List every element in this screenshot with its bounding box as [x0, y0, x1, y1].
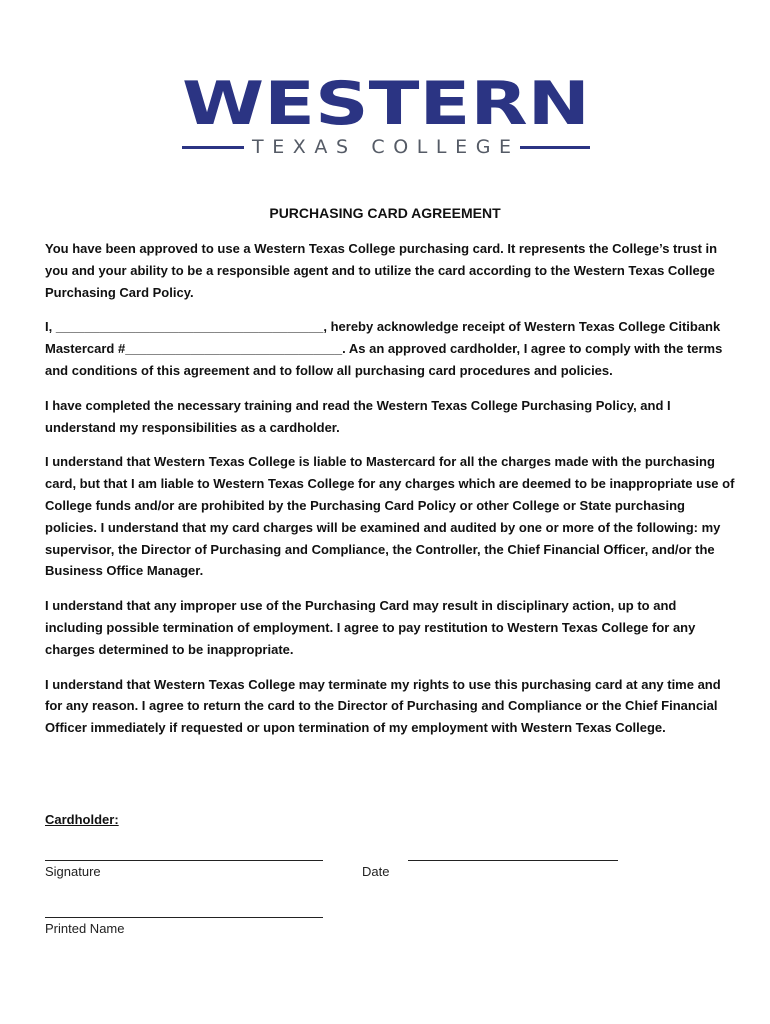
logo-wordmark-text: WESTERN — [182, 74, 590, 130]
ack-prefix: I, — [45, 319, 56, 335]
cardholder-heading: Cardholder: — [45, 812, 119, 827]
signature-label: Signature — [45, 864, 101, 879]
logo-wordmark — [180, 74, 592, 130]
date-line[interactable] — [408, 860, 618, 861]
signature-line[interactable] — [45, 860, 323, 861]
ack-suffix: . As an approved cardholder, I agree to comply with the terms and conditions of this agreement and to follow all purchasing card procedures and policies. — [45, 341, 723, 378]
logo-rule-left — [182, 146, 244, 149]
acknowledgement-paragraph — [45, 316, 735, 381]
training-paragraph: I have completed the necessary training and read the Western Texas College Purchasing Policy, and I understand my responsibilities as a cardholder. — [45, 397, 671, 435]
logo-subtitle: TEXAS COLLEGE — [252, 136, 520, 158]
logo-subtitle-row — [180, 134, 592, 160]
college-logo — [180, 74, 592, 160]
ack-middle-text: , hereby acknowledge receipt of Western Texas College Citibank Mastercard # — [45, 319, 721, 357]
document-title: PURCHASING CARD AGREEMENT — [269, 205, 501, 221]
logo-rule-right — [520, 146, 590, 149]
printed-name-line[interactable] — [45, 917, 323, 918]
improper-use-paragraph: I understand that any improper use of the Purchasing Card may result in disciplinary action, up to and including possible termination of employment. I agree to pay restitution to Western Texas College for any charges determined to be inappropriate. — [45, 598, 696, 657]
cardholder-name-blank[interactable]: _____________________________________ — [55, 319, 324, 335]
card-number-blank[interactable]: ______________________________ — [125, 341, 343, 357]
agreement-body — [45, 238, 735, 752]
printed-name-label: Printed Name — [45, 921, 125, 936]
liability-paragraph: I understand that Western Texas College is liable to Mastercard for all the charges made with the purchasing card, but that I am liable to Western Texas College for any charges which are deemed to be inappropriate use of College funds and/or are prohibited by the Purchasing Card Policy or other College or State purchasing policies. I understand that my card charges will be examined and audited by one or more of the following: my supervisor, the Director of Purchasing and Compliance, the Controller, the Chief Financial Officer, and/or the Business Office Manager. — [45, 454, 735, 579]
intro-paragraph: You have been approved to use a Western Texas College purchasing card. It represents the College’s trust in you and your ability to be a responsible agent and to utilize the card according to the Western Texas College Purchasing Card Policy. — [45, 241, 718, 300]
date-label: Date — [362, 864, 390, 879]
termination-paragraph: I understand that Western Texas College may terminate my rights to use this purchasing card at any time and for any reason. I agree to return the card to the Director of Purchasing and Compliance or the Chief Financial Officer immediately if requested or upon termination of my employment with Western Texas College. — [45, 676, 721, 736]
